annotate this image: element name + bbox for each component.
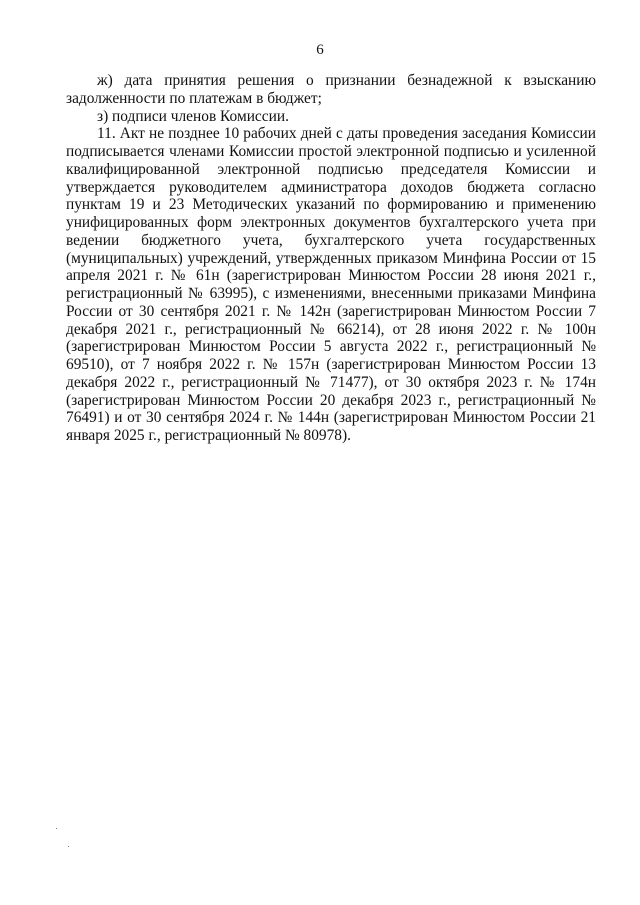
paragraph-item-zh: ж) дата принятия решения о признании безнадежной к взысканию задолженности по платежам в бюджет; <box>66 72 596 107</box>
paragraph-clause-11: 11. Акт не позднее 10 рабочих дней с даты проведения заседания Комиссии подписывается членами Комиссии простой электронной подписью и усиленной квалифицированной электронной подписью председателя Комиссии и утверждается руководителем администратора доходов бюджета согласно пунктам 19 и 23 Методических указаний по формированию и применению унифицированных форм электронных документов бухгалтерского учета при ведении бюджетного учета, бухгалтерского учета государственных (муниципальных) учреждений, утвержденных приказом Минфина России от 15 апреля 2021 г. № 61н (зарегистрирован Минюстом России 28 июня 2021 г., регистрационный № 63995), с изменениями, внесенными приказами Минфина России от 30 сентября 2021 г. № 142н (зарегистрирован Минюстом России 7 декабря 2021 г., регистрационный № 66214), от 28 июня 2022 г. № 100н (зарегистрирован Минюстом России 5 августа 2022 г., регистрационный № 69510), от 7 ноября 2022 г. № 157н (зарегистрирован Минюстом России 13 декабря 2022 г., регистрационный № 71477), от 30 октября 2023 г. № 174н (зарегистрирован Минюстом России 20 декабря 2023 г., регистрационный № 76491) и от 30 сентября 2024 г. № 144н (зарегистрирован Минюстом России 21 января 2025 г., регистрационный № 80978). <box>66 125 596 444</box>
scan-artifact <box>56 828 57 829</box>
paragraph-item-z: з) подписи членов Комиссии. <box>97 107 289 125</box>
scan-artifact <box>68 846 69 847</box>
page-number: 6 <box>316 42 324 58</box>
document-body <box>66 72 596 445</box>
